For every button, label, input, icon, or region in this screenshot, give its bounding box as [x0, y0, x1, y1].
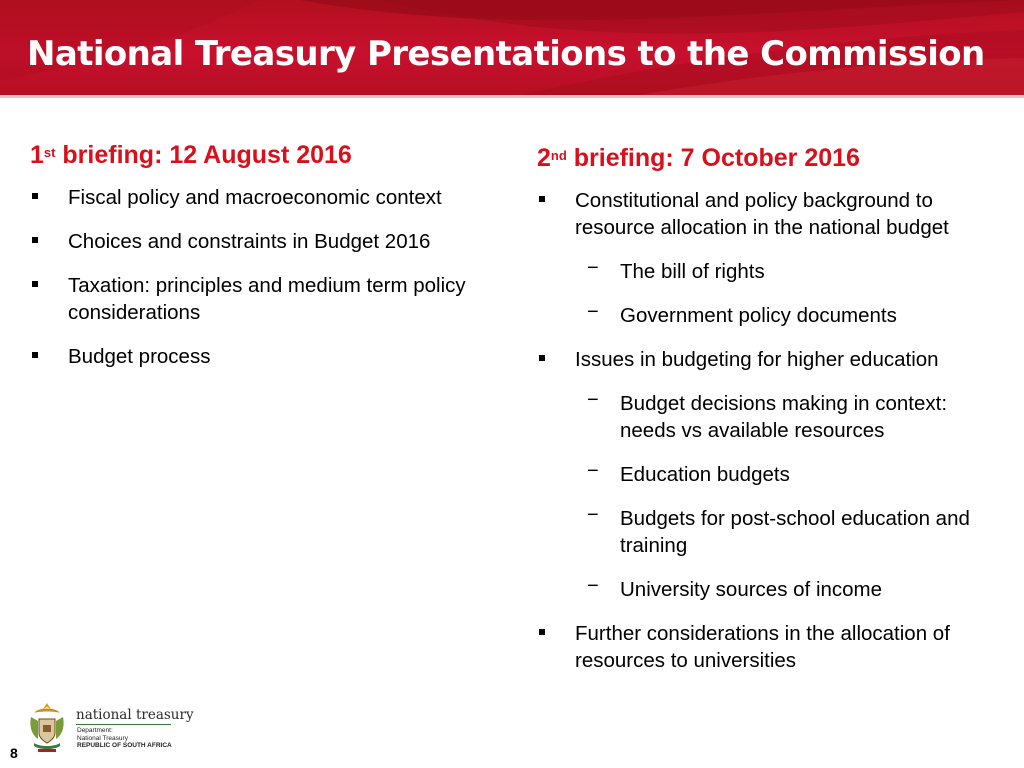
- list-item: [30, 228, 500, 255]
- list-item: [537, 346, 1007, 373]
- heading-ordinal: 2: [537, 144, 551, 172]
- list-item: [537, 620, 1007, 674]
- heading-ordinal-suffix: nd: [550, 148, 567, 163]
- sub-list-item: [537, 576, 1007, 603]
- heading-text: briefing: 12 August 2016: [55, 141, 352, 169]
- sub-list-item: [537, 302, 1007, 329]
- left-column: [30, 140, 500, 387]
- list-item: [30, 272, 500, 326]
- second-briefing-heading: [537, 143, 1007, 173]
- list-item: [30, 343, 500, 370]
- brand-name: national treasury: [76, 707, 194, 723]
- dept-line-2: National Treasury: [77, 734, 128, 742]
- dash-bullet-icon: −: [587, 460, 599, 482]
- heading-ordinal: 1: [30, 141, 44, 169]
- brand-underline: [76, 724, 171, 725]
- dash-bullet-icon: −: [587, 301, 599, 323]
- banner-shadow: [0, 95, 1024, 98]
- heading-text: briefing: 7 October 2016: [566, 144, 860, 172]
- list-item-text: Further considerations in the allocation of resources to universities: [575, 622, 950, 672]
- list-item-text: The bill of rights: [620, 260, 765, 283]
- department-text: [77, 727, 172, 750]
- list-item-text: Education budgets: [620, 463, 790, 486]
- list-item-text: Fiscal policy and macroeconomic context: [68, 186, 442, 209]
- dept-line-3: REPUBLIC OF SOUTH AFRICA: [77, 742, 172, 749]
- dash-bullet-icon: −: [587, 257, 599, 279]
- page-number: 8: [10, 745, 18, 761]
- square-bullet-icon: [539, 629, 545, 635]
- list-item-text: Budget process: [68, 345, 211, 368]
- list-item-text: Constitutional and policy background to resource allocation in the national budget: [575, 189, 949, 239]
- square-bullet-icon: [539, 196, 545, 202]
- list-item-text: Budgets for post-school education and training: [620, 507, 970, 557]
- square-bullet-icon: [539, 355, 545, 361]
- list-item-text: Budget decisions making in context: needs vs available resources: [620, 392, 948, 442]
- first-briefing-heading: [30, 140, 500, 170]
- list-item-text: Taxation: principles and medium term policy considerations: [68, 274, 466, 324]
- square-bullet-icon: [32, 193, 38, 199]
- heading-ordinal-suffix: st: [43, 145, 56, 160]
- dash-bullet-icon: −: [587, 504, 599, 526]
- square-bullet-icon: [32, 281, 38, 287]
- slide-title: National Treasury Presentations to the Commission: [27, 34, 985, 74]
- dept-line-1: Department:: [77, 727, 113, 734]
- sub-list-item: [537, 505, 1007, 559]
- square-bullet-icon: [32, 352, 38, 358]
- list-item: [537, 187, 1007, 241]
- sub-list-item: [537, 258, 1007, 285]
- square-bullet-icon: [32, 237, 38, 243]
- dash-bullet-icon: −: [587, 389, 599, 411]
- sub-list-item: [537, 390, 1007, 444]
- sub-list-item: [537, 461, 1007, 488]
- list-item-text: Government policy documents: [620, 304, 897, 327]
- list-item-text: Choices and constraints in Budget 2016: [68, 230, 431, 253]
- right-column: [537, 143, 1007, 691]
- coat-of-arms-icon: [26, 699, 68, 755]
- title-banner: [0, 0, 1024, 95]
- second-briefing-list: [537, 187, 1007, 674]
- dash-bullet-icon: −: [587, 575, 599, 597]
- list-item-text: University sources of income: [620, 578, 883, 601]
- first-briefing-list: [30, 184, 500, 370]
- list-item-text: Issues in budgeting for higher education: [575, 348, 939, 371]
- list-item: [30, 184, 500, 211]
- national-treasury-logo: [26, 699, 194, 755]
